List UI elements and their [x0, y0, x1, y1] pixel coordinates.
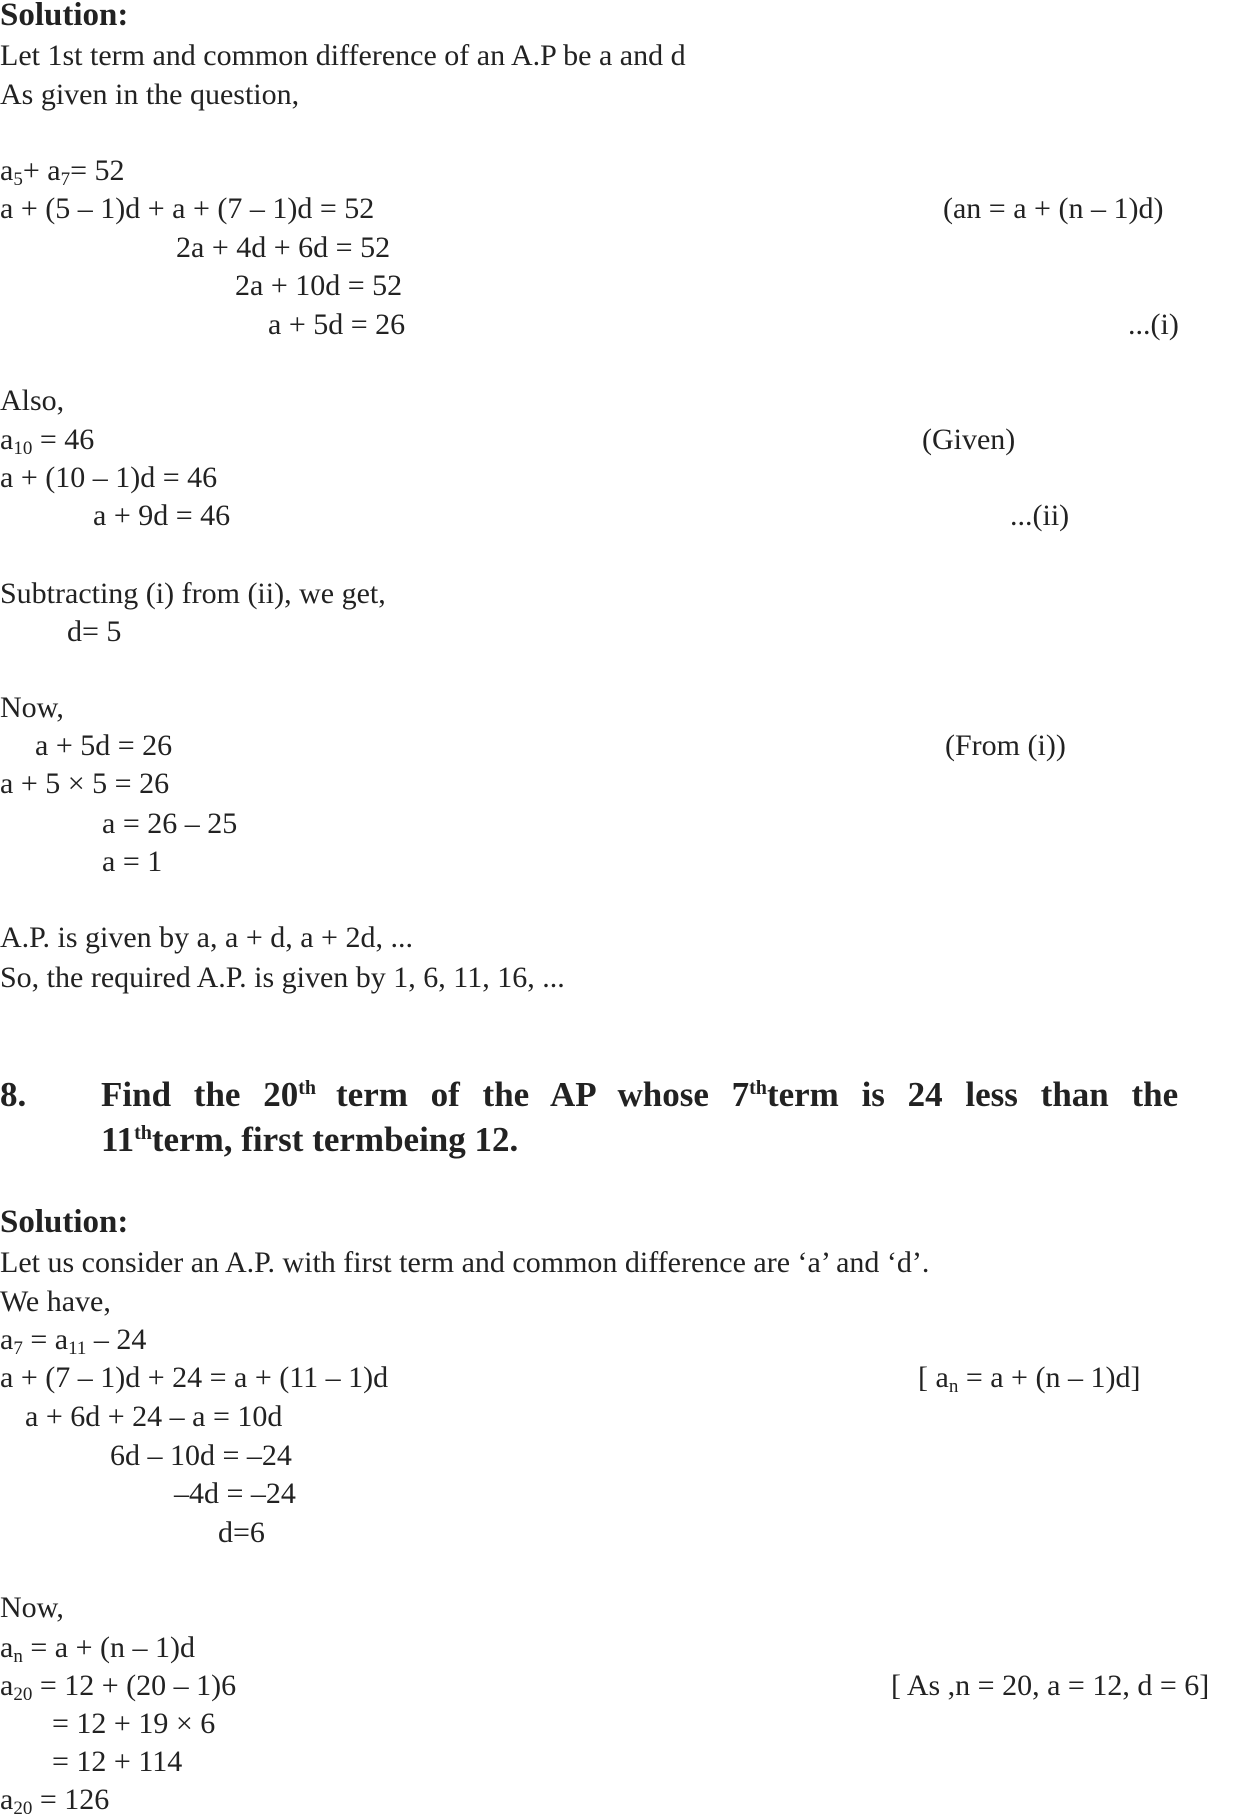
equation-line: –4d = –24 [174, 1477, 296, 1510]
equation-line: a + 6d + 24 – a = 10d [25, 1400, 283, 1433]
question-text-line: 11thterm, first termbeing 12. [101, 1120, 519, 1159]
solution-heading: Solution: [0, 0, 129, 33]
question-number: 8. [0, 1075, 27, 1114]
equation-note: ...(ii) [1010, 499, 1070, 532]
text-line: Let 1st term and common difference of an A.P be a and d [0, 39, 686, 72]
equation-line: $a_{20} = 126$ [0, 1783, 110, 1819]
equation-line: d=6 [218, 1516, 265, 1549]
equation-line: a + 9d = 46 [93, 499, 231, 532]
text-line: Now, [0, 691, 64, 724]
equation-note: (an = a + (n – 1)d) [943, 192, 1164, 225]
equation-note: [ $a_n = a + (n - 1)d$] [918, 1361, 1141, 1397]
equation-line: a + (10 – 1)d = 46 [0, 461, 218, 494]
equation-line: a + (7 – 1)d + 24 = a + (11 – 1)d [0, 1361, 389, 1394]
text-line: Let us consider an A.P. with first term and common difference are ‘a’ and ‘d’. [0, 1246, 930, 1279]
equation-note: [ As ,n = 20, a = 12, d = 6] [891, 1669, 1210, 1702]
equation-line: = 12 + 114 [52, 1745, 183, 1778]
equation-line: $a_{20} = 12 + (20 - 1)6$ [0, 1669, 237, 1705]
equation-line: $a_7 = a_{11} - 24$ [0, 1323, 147, 1359]
text-line: A.P. is given by a, a + d, a + 2d, ... [0, 921, 413, 954]
question-text-line: Find the 20th term of the AP whose 7thterm is 24 less than the [101, 1075, 1179, 1114]
equation-line: $a_{10} = 46$ [0, 423, 95, 459]
solution-heading: Solution: [0, 1204, 129, 1240]
equation-line: a + 5d = 26 [268, 308, 406, 341]
equation-line: a + 5 × 5 = 26 [0, 767, 170, 800]
text-line: As given in the question, [0, 78, 300, 111]
text-line: So, the required A.P. is given by 1, 6, 11, 16, ... [0, 961, 565, 994]
equation-line: = 12 + 19 × 6 [52, 1707, 216, 1740]
equation-line: 2a + 4d + 6d = 52 [176, 231, 391, 264]
text-line: Subtracting (i) from (ii), we get, [0, 577, 386, 610]
equation-line: d= 5 [67, 615, 122, 648]
equation-line: 2a + 10d = 52 [235, 269, 403, 302]
equation-line: a + (5 – 1)d + a + (7 – 1)d = 52 [0, 192, 375, 225]
text-line: Also, [0, 384, 65, 417]
equation-note: (From (i)) [945, 729, 1066, 762]
text-line: Now, [0, 1591, 64, 1624]
equation-note: (Given) [922, 423, 1016, 456]
equation-note: ...(i) [1128, 308, 1179, 341]
text-line: We have, [0, 1285, 111, 1318]
equation-line: $a_5+ a_7= 52$ [0, 154, 125, 190]
equation-line: a = 1 [102, 845, 163, 878]
equation-line: 6d – 10d = –24 [110, 1439, 292, 1472]
equation-line: a + 5d = 26 [35, 729, 173, 762]
equation-line: $a_n = a + (n - 1)d$ [0, 1631, 195, 1667]
equation-line: a = 26 – 25 [102, 807, 238, 840]
